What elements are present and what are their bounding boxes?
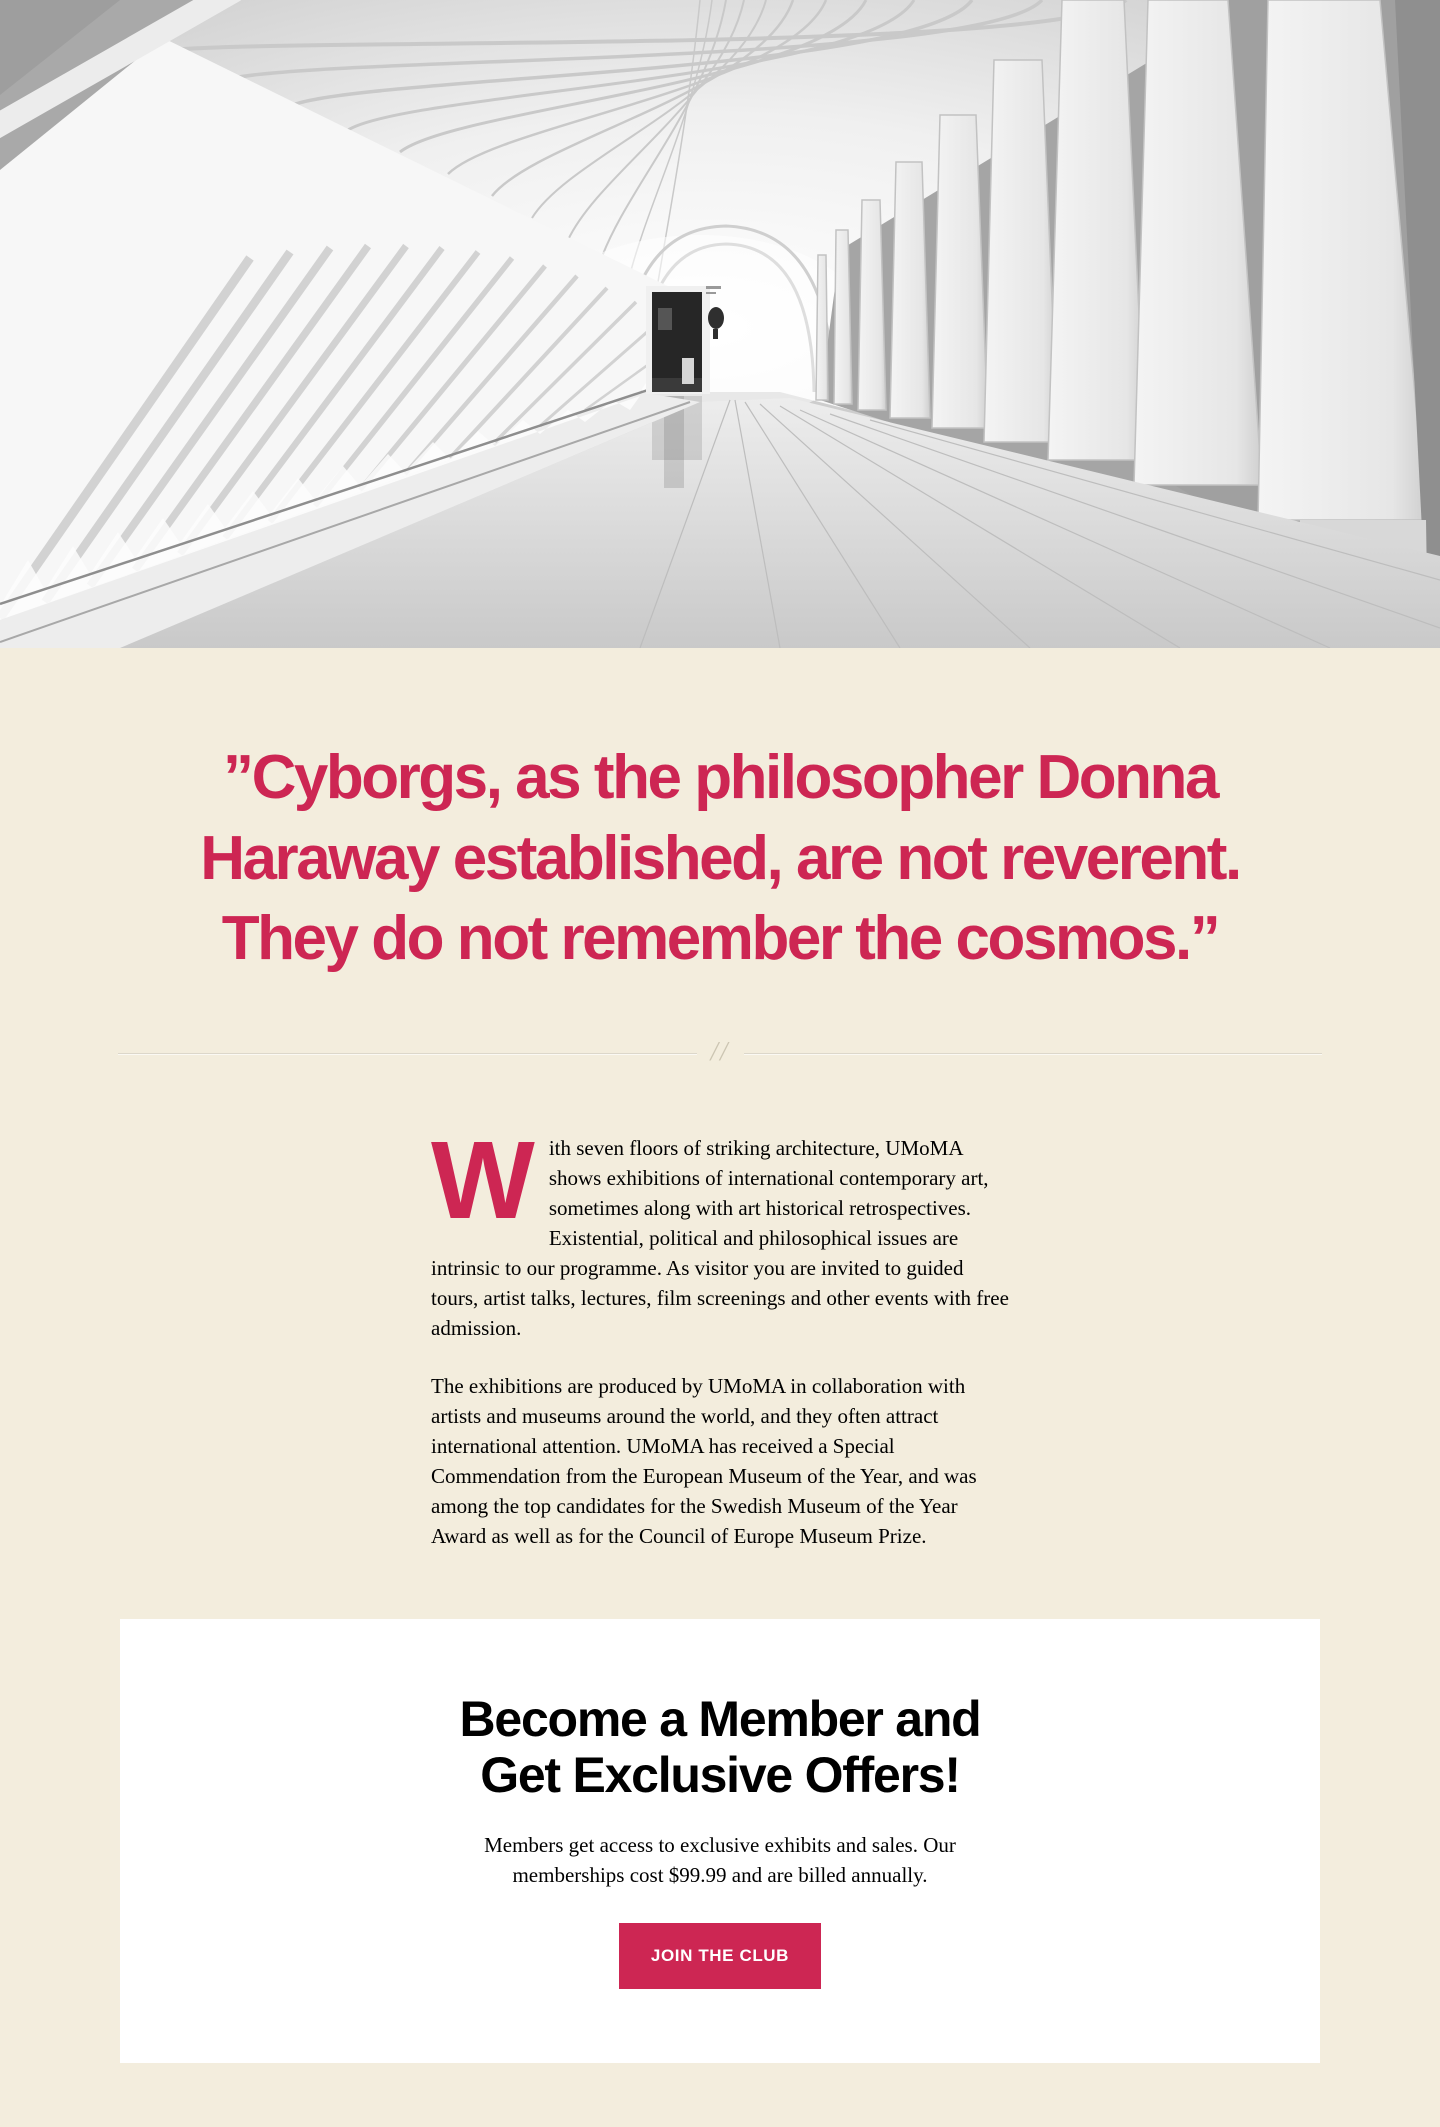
pull-quote (80, 738, 1360, 980)
quote-section (0, 648, 1440, 980)
drop-cap-letter: W (431, 1118, 535, 1242)
separator-slashes-glyph: // (710, 1035, 730, 1066)
membership-description: Members get access to exclusive exhibits and sales. Our memberships cost $99.99 and are billed annually. (484, 1832, 956, 1888)
membership-card (120, 1619, 1320, 2063)
section-separator (118, 1035, 1322, 1069)
museum-corridor-illustration (0, 0, 1440, 648)
join-the-club-button[interactable]: JOIN THE CLUB (619, 1923, 821, 1989)
quote-line-1: ”Cyborgs, as the philosopher Donna (223, 743, 1217, 812)
quote-line-2: Haraway established, are not reverent. (200, 823, 1240, 893)
wall-sculpture (708, 307, 724, 329)
separator-line-left (118, 1053, 697, 1054)
separator-line-right (744, 1053, 1323, 1054)
quote-line-3: They do not remember the cosmos.” (221, 904, 1219, 974)
membership-heading-line-1: Become a Member and (459, 1690, 981, 1747)
about-section (431, 1118, 1009, 1551)
bottom-spacer (0, 2063, 1440, 2127)
about-paragraph-1-text: ith seven floors of striking architecture, UMoMA shows exhibitions of international contemporary art, sometimes along with art historical retrospectives. Existential, political and philosophical issues are intrinsic to our programme. As visitor you are invited to guided tours, artist talks, lectures, film screenings and other events with free admission. (431, 1135, 1009, 1340)
about-paragraph-2: The exhibitions are produced by UMoMA in collaboration with artists and museums around the world, and they often attract international attention. UMoMA has received a Special Commendation from the European Museum of the Year, and was among the top candidates for the Swedish Museum of the Year Award as well as for the Council of Europe Museum Prize. (431, 1373, 977, 1548)
hero-image (0, 0, 1440, 648)
membership-heading (160, 1691, 1280, 1804)
about-paragraph-1 (431, 1118, 1009, 1343)
membership-heading-line-2: Get Exclusive Offers! (480, 1747, 960, 1804)
